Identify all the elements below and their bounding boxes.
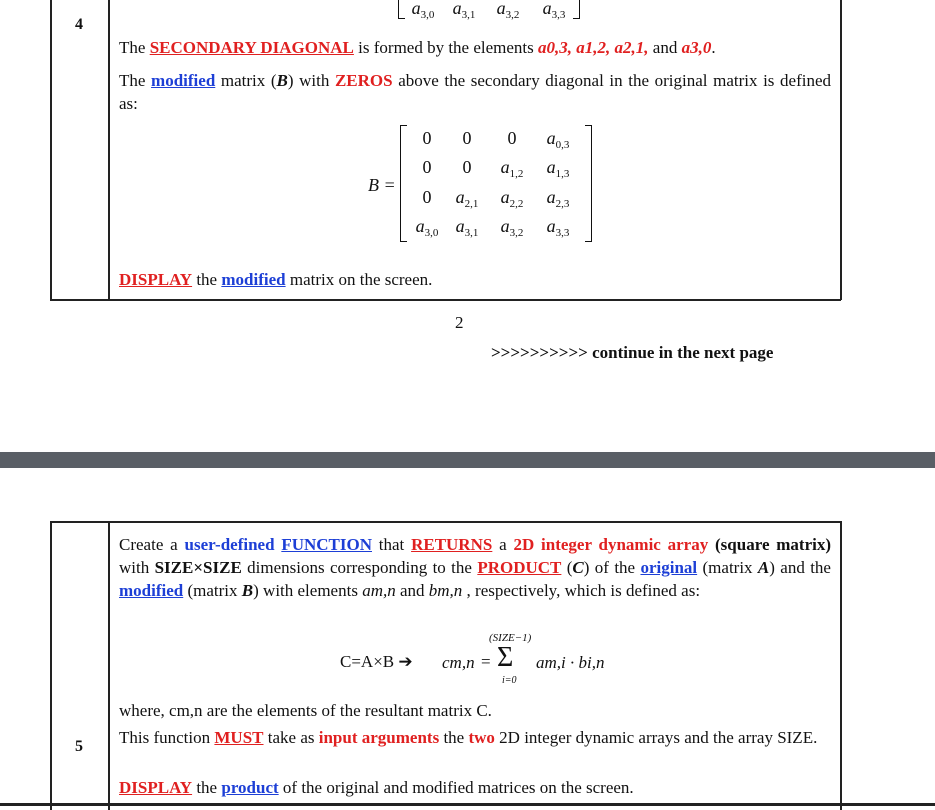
modified-term: modified xyxy=(221,270,286,289)
user-defined-term: user-defined xyxy=(184,535,275,554)
page-separator xyxy=(0,452,935,468)
table4-divider xyxy=(108,0,110,300)
formula-sigma: Σ xyxy=(497,642,514,673)
top-matrix-cell: $a_{3,0}$ xyxy=(411,0,435,21)
matrix-b-cell: $a_{1,3}$ xyxy=(546,157,570,180)
formula-lhs: C=A×B ➔ xyxy=(340,652,413,671)
formula-cmn: cm,n xyxy=(442,653,475,672)
matrix-b-cell: $a_{2,3}$ xyxy=(546,187,570,210)
table5-left-border xyxy=(50,521,52,810)
modified-term: modified xyxy=(119,581,184,600)
matrix-b-cell: 0 xyxy=(462,128,472,148)
function-description: Create a user-defined FUNCTION that RETURNS a 2D integer dynamic array (square matrix) with SIZE×SIZE dimensions corresponding to the PRODUCT (C) of the original (matrix A) and the modified (matrix B) with elements am,n and bm,n , respectively, which is defined as: xyxy=(119,535,832,600)
formula-equals: = xyxy=(481,652,491,671)
formula-arrow: ➔ xyxy=(398,652,413,671)
formula-term: am,i · bi,n xyxy=(536,653,605,672)
diagonal-elements: a0,3, a1,2, a2,1, xyxy=(538,38,649,57)
formula-lower-limit: i=0 xyxy=(502,675,517,686)
matrix-b-cell: $a_{2,1}$ xyxy=(455,187,479,210)
must-term: MUST xyxy=(214,728,264,747)
matrix-b-cell: 0 xyxy=(507,128,517,148)
secondary-diagonal-paragraph: The SECONDARY DIAGONAL is formed by the elements a0,3, a1,2, a2,1, and a3,0. xyxy=(119,38,716,57)
matrix-b-label: B = xyxy=(368,175,396,195)
display-product-line: DISPLAY the product of the original and modified matrices on the screen. xyxy=(119,778,634,797)
input-arguments-paragraph: This function MUST take as input arguments the two 2D integer dynamic arrays and the array SIZE. xyxy=(119,728,818,747)
modified-matrix-paragraph: The modified matrix (B) with ZEROS above the secondary diagonal in the original matrix is defined as: xyxy=(119,71,831,113)
secondary-diagonal-term: SECONDARY DIAGONAL xyxy=(149,38,354,57)
matrix-b-right-bracket xyxy=(585,125,592,242)
row-number-4: 4 xyxy=(75,16,83,33)
dynamic-array-term: 2D integer dynamic array xyxy=(513,535,709,554)
table5-divider xyxy=(108,521,110,810)
returns-term: RETURNS xyxy=(411,535,493,554)
modified-term: modified xyxy=(151,71,216,90)
matrix-b-cell: 0 xyxy=(422,157,432,177)
display-term: DISPLAY xyxy=(119,778,193,797)
matrix-b-cell: $a_{1,2}$ xyxy=(500,157,524,180)
matrix-b-cell: $a_{3,3}$ xyxy=(546,216,570,239)
continue-note: >>>>>>>>>> continue in the next page xyxy=(491,343,774,362)
table5-bottom-border xyxy=(0,803,935,806)
table4-left-border xyxy=(50,0,52,300)
matrix-b-cell: $a_{3,2}$ xyxy=(500,216,524,239)
where-line: where, cm,n are the elements of the resultant matrix C. xyxy=(119,701,492,720)
matrix-b-cell: 0 xyxy=(422,187,432,207)
matrix-b-cell: 0 xyxy=(462,157,472,177)
formula-upper-limit: (SIZE−1) xyxy=(489,632,532,644)
matrix-b-cell: $a_{2,2}$ xyxy=(500,187,524,210)
diagonal-last-element: a3,0 xyxy=(681,38,712,57)
table4-bottom-border xyxy=(50,299,841,301)
table5-right-border xyxy=(840,521,842,810)
matrix-b-cell: $a_{3,1}$ xyxy=(455,216,479,239)
row-number-5: 5 xyxy=(75,738,83,755)
top-matrix-cell: $a_{3,2}$ xyxy=(496,0,520,21)
matrix-b-cell: 0 xyxy=(422,128,432,148)
input-arguments-term: input arguments xyxy=(318,728,440,747)
product-link-term: product xyxy=(221,778,279,797)
display-term: DISPLAY xyxy=(119,270,193,289)
top-matrix-right-bracket xyxy=(573,0,580,19)
zeros-term: ZEROS xyxy=(334,71,393,90)
two-term: two xyxy=(468,728,495,747)
product-term: PRODUCT xyxy=(477,558,562,577)
table4-right-border xyxy=(840,0,842,300)
matrix-b-cell: $a_{3,0}$ xyxy=(415,216,439,239)
matrix-b-cell: $a_{0,3}$ xyxy=(546,128,570,151)
table5-top-border xyxy=(50,521,841,523)
display-modified-line: DISPLAY the modified matrix on the screen. xyxy=(119,270,433,289)
matrix-b-left-bracket xyxy=(400,125,407,242)
top-matrix-cell: $a_{3,3}$ xyxy=(542,0,566,21)
top-matrix-cell: $a_{3,1}$ xyxy=(452,0,476,21)
function-term: FUNCTION xyxy=(281,535,372,554)
page-number: 2 xyxy=(455,313,464,332)
original-term: original xyxy=(640,558,698,577)
